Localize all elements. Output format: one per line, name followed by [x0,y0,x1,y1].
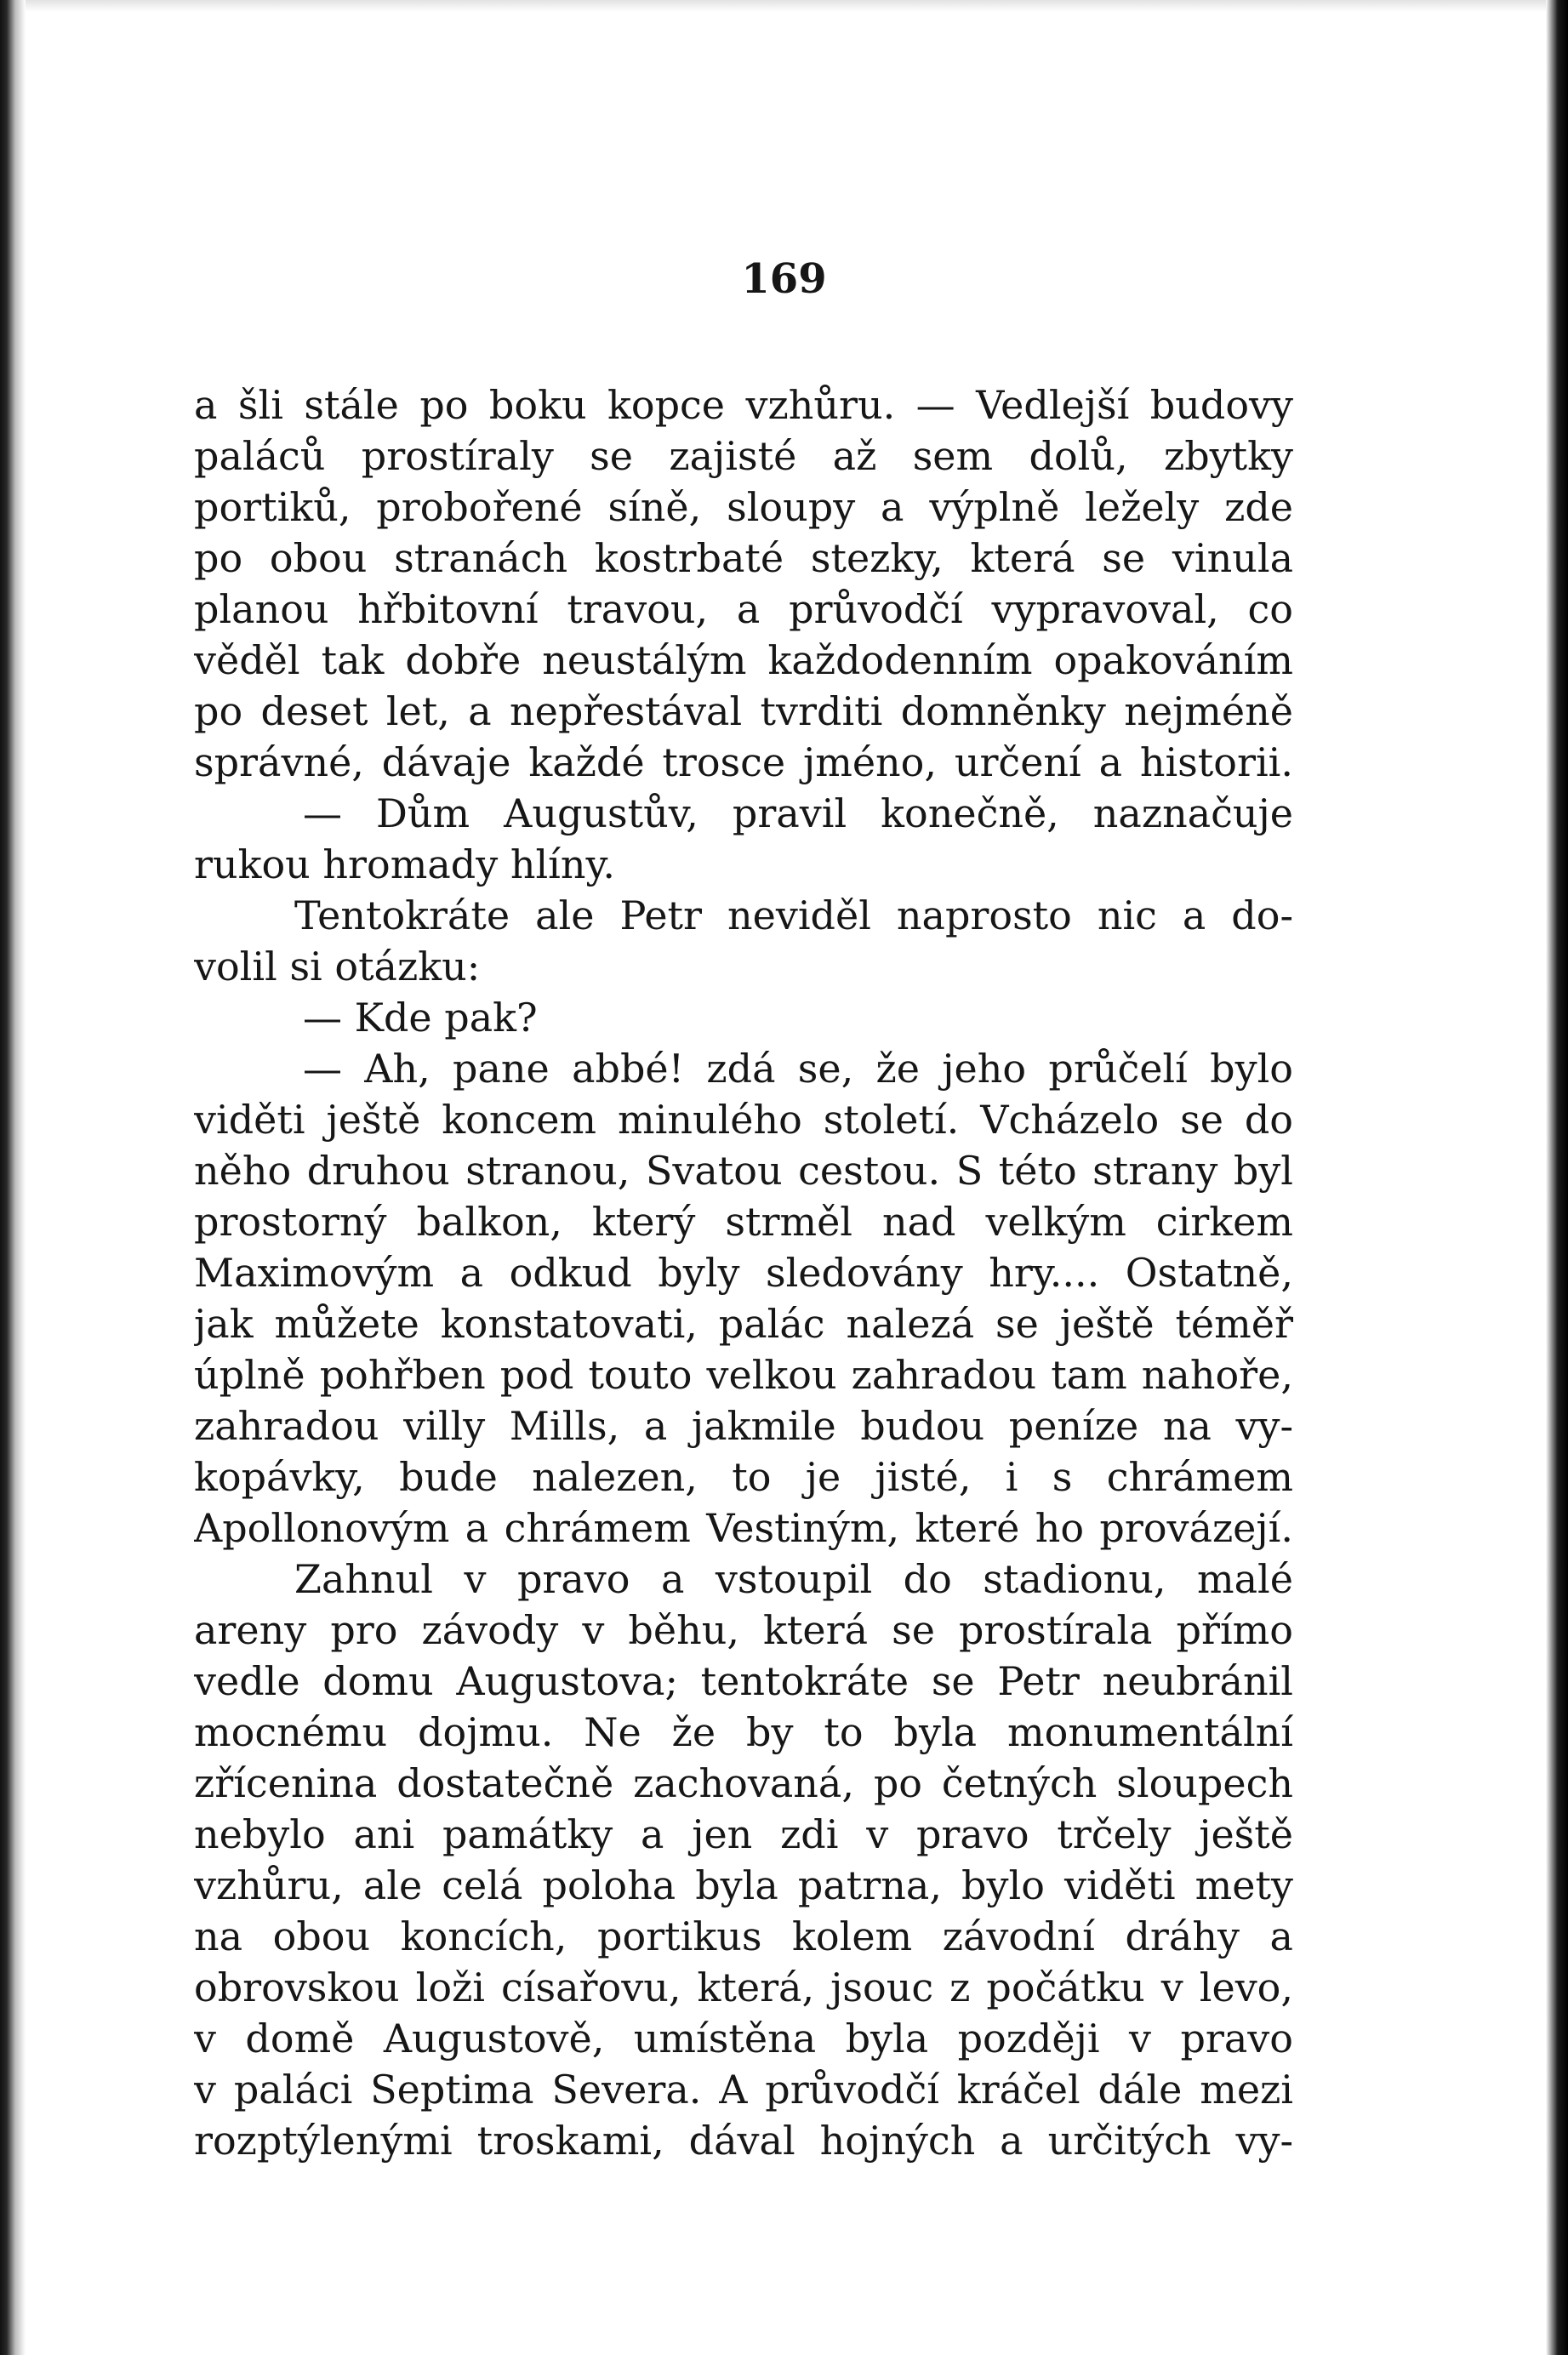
page-top-shadow [0,0,1568,12]
text-line: — Dům Augustův, pravil konečně, naznačuje [303,790,1293,836]
text-line: na obou koncích, portikus kolem závodní dráhy a [194,1913,1293,1959]
text-line: úplně pohřben pod touto velkou zahradou tam nahoře, [194,1352,1293,1398]
text-line: vedle domu Augustova; tentokráte se Petr neubránil [194,1658,1293,1704]
page-right-edge [1546,0,1568,2355]
text-line: paláců prostíraly se zajisté až sem dolů, zbytky [194,433,1293,479]
text-line: v paláci Septima Severa. A průvodčí kráčel dále mezi [194,2067,1293,2113]
body-text [194,379,1293,2166]
text-line: po obou stranách kostrbaté stezky, která se vinula [194,535,1293,581]
text-line: nebylo ani památky a jen zdi v pravo trčely ještě [194,1811,1293,1857]
text-line: — Kde pak? [303,995,538,1041]
text-line: volil si otázku: [194,944,481,989]
text-line: portiků, probořené síně, sloupy a výplně ležely zde [194,484,1293,530]
text-line: Zahnul v pravo a vstoupil do stadionu, malé [294,1556,1293,1602]
text-line: Maximovým a odkud byly sledovány hry.... Ostatně, [194,1250,1293,1296]
text-line: něho druhou stranou, Svatou cestou. S této strany byl [194,1148,1293,1194]
text-line: planou hřbitovní travou, a průvodčí vypravoval, co [194,586,1293,632]
text-line: správné, dávaje každé trosce jméno, určení a historii. [194,739,1293,785]
text-line: vzhůru, ale celá poloha byla patrna, bylo viděti mety [194,1862,1293,1908]
text-line: areny pro závody v běhu, která se prostírala přímo [194,1607,1293,1653]
text-line: rozptýlenými troskami, dával hojných a určitých vy- [194,2118,1293,2164]
text-line: a šli stále po boku kopce vzhůru. — Vedlejší budovy [194,382,1293,428]
text-line: obrovskou loži císařovu, která, jsouc z počátku v levo, [194,1964,1293,2010]
text-line: zahradou villy Mills, a jakmile budou peníze na vy- [194,1403,1293,1449]
text-line: jak můžete konstatovati, palác nalezá se ještě téměř [194,1301,1293,1347]
text-line: věděl tak dobře neustálým každodenním opakováním [194,637,1293,683]
text-line: kopávky, bude nalezen, to je jisté, i s chrámem [194,1454,1293,1500]
text-line: — Ah, pane abbé! zdá se, že jeho průčelí bylo [303,1046,1293,1092]
text-line: po deset let, a nepřestával tvrditi domněnky nejméně [194,688,1293,734]
page-number: 169 [741,255,827,303]
page-left-binding-edge [0,0,26,2355]
text-line: zřícenina dostatečně zachovaná, po četných sloupech [194,1760,1293,1806]
text-line: viděti ještě koncem minulého století. Vcházelo se do [194,1097,1293,1143]
text-line: prostorný balkon, který strměl nad velkým cirkem [194,1199,1293,1245]
text-line: v domě Augustově, umístěna byla později v pravo [194,2016,1293,2061]
text-line: rukou hromady hlíny. [194,841,616,887]
text-line: mocnému dojmu. Ne že by to byla monumentální [194,1709,1293,1755]
text-line: Tentokráte ale Petr neviděl naprosto nic a do- [294,892,1293,938]
text-line: Apollonovým a chrámem Vestiným, které ho provázejí. [194,1505,1293,1551]
